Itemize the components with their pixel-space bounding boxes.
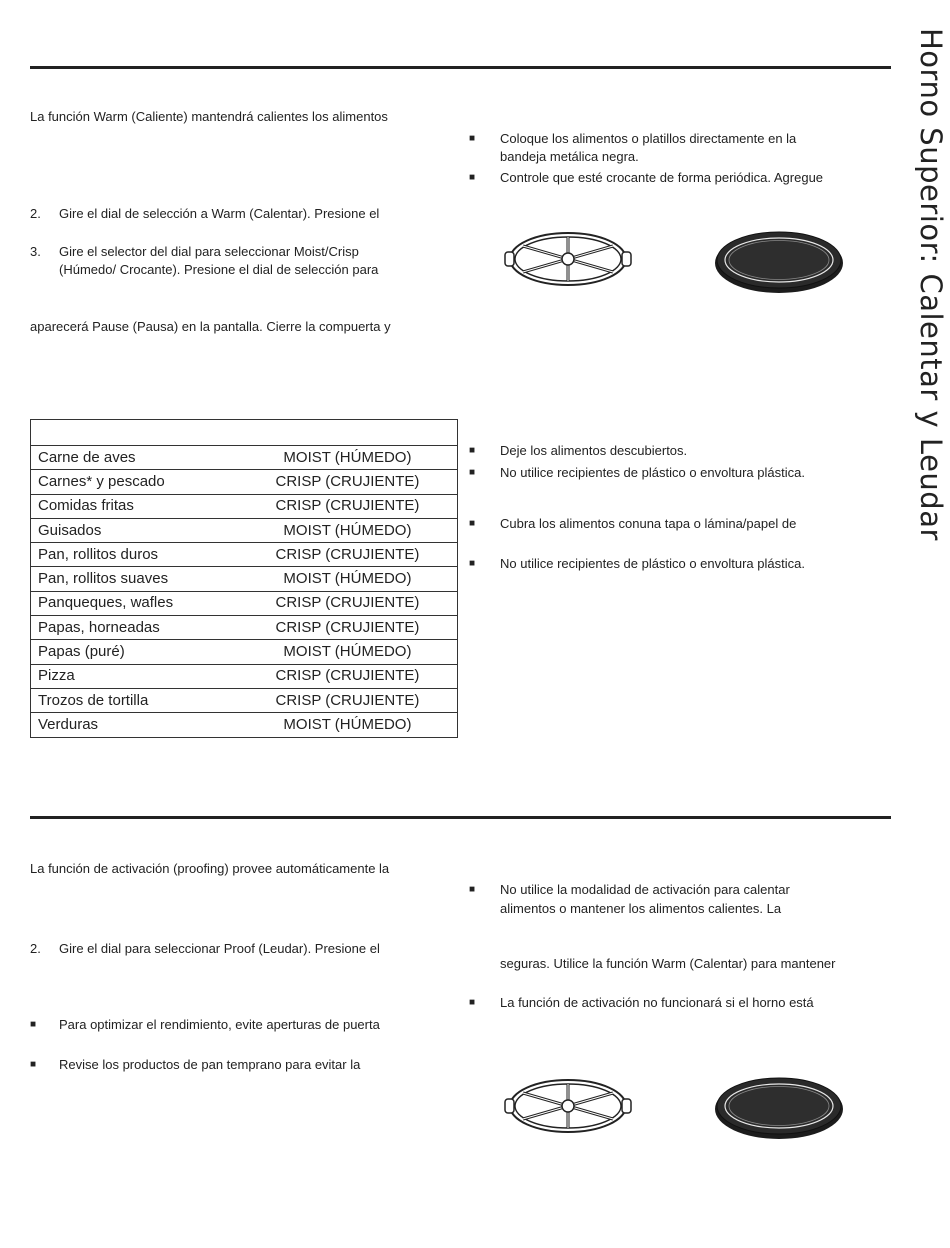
food-name: Pizza [31, 664, 238, 688]
wire-rack-illustration [503, 228, 633, 290]
food-setting: CRISP (CRUJIENTE) [238, 543, 458, 567]
proof-step-2-number: 2. [30, 941, 41, 956]
food-name: Papas (puré) [31, 640, 238, 664]
food-name: Pan, rollitos duros [31, 543, 238, 567]
table-row [31, 543, 458, 567]
food-setting: MOIST (HÚMEDO) [238, 567, 458, 591]
bullet-icon: ■ [30, 1059, 37, 1070]
food-setting: MOIST (HÚMEDO) [238, 446, 458, 470]
food-name: Verduras [31, 713, 238, 737]
food-setting: CRISP (CRUJIENTE) [238, 494, 458, 518]
table-row [31, 664, 458, 688]
bullet-icon: ■ [469, 467, 476, 478]
bullet-icon: ■ [469, 997, 476, 1008]
crisp-bullet-1: Cubra los alimentos conuna tapa o lámina/papel de [500, 516, 797, 531]
wire-rack-illustration [503, 1075, 633, 1137]
table-row [31, 446, 458, 470]
warm-pause-text: aparecerá Pause (Pausa) en la pantalla. Cierre la compuerta y [30, 319, 391, 334]
table-row [31, 713, 458, 737]
food-name: Papas, horneadas [31, 616, 238, 640]
proof-right-bullet-2: La función de activación no funcionará si el horno está [500, 995, 814, 1010]
warm-right-bullet-2: Controle que esté crocante de forma periódica. Agregue [500, 170, 824, 185]
food-setting: CRISP (CRUJIENTE) [238, 616, 458, 640]
food-name: Trozos de tortilla [31, 688, 238, 712]
proof-left-bullet-2: Revise los productos de pan temprano para evitar la [59, 1057, 361, 1072]
table-row [31, 688, 458, 712]
food-name: Pan, rollitos suaves [31, 567, 238, 591]
crisp-pan-illustration [713, 1075, 845, 1141]
warm-step-2-text: Gire el dial de selección a Warm (Calentar). Presione el [59, 206, 380, 221]
bullet-icon: ■ [469, 558, 476, 569]
warm-intro: La función Warm (Caliente) mantendrá calientes los alimentos [30, 109, 388, 124]
warm-step-3-number: 3. [30, 244, 41, 259]
warm-step-2-number: 2. [30, 206, 41, 221]
warm-right-bullet-1-line2: bandeja metálica negra. [500, 149, 639, 164]
food-setting: MOIST (HÚMEDO) [238, 518, 458, 542]
table-row [31, 640, 458, 664]
proof-left-bullet-1: Para optimizar el rendimiento, evite aperturas de puerta [59, 1017, 380, 1032]
warm-step-3-line1: Gire el selector del dial para seleccionar Moist/Crisp [59, 244, 359, 259]
bullet-icon: ■ [469, 133, 476, 144]
table-header-row [31, 420, 458, 446]
food-setting: CRISP (CRUJIENTE) [238, 688, 458, 712]
crisp-bullet-2: No utilice recipientes de plástico o envoltura plástica. [500, 556, 805, 571]
proof-right-bullet-1-line2: alimentos o mantener los alimentos calientes. La [500, 901, 782, 916]
table-row [31, 518, 458, 542]
proof-intro: La función de activación (proofing) provee automáticamente la [30, 861, 390, 876]
table-row [31, 591, 458, 615]
food-name: Panqueques, wafles [31, 591, 238, 615]
food-name: Carne de aves [31, 446, 238, 470]
warm-step-3-line2: (Húmedo/ Crocante). Presione el dial de selección para [59, 262, 379, 277]
table-header-cell [31, 420, 458, 446]
side-title [912, 28, 948, 568]
moist-bullet-1: Deje los alimentos descubiertos. [500, 443, 688, 458]
table-row [31, 470, 458, 494]
proof-right-continuation: seguras. Utilice la función Warm (Calentar) para mantener [500, 956, 836, 971]
proof-right-bullet-1-line1: No utilice la modalidad de activación para calentar [500, 882, 790, 897]
food-name: Carnes* y pescado [31, 470, 238, 494]
table-row [31, 616, 458, 640]
food-setting: MOIST (HÚMEDO) [238, 640, 458, 664]
table-row [31, 494, 458, 518]
warm-food-table [30, 419, 458, 738]
food-setting: CRISP (CRUJIENTE) [238, 470, 458, 494]
crisp-pan-illustration [713, 229, 845, 295]
table-row [31, 567, 458, 591]
food-setting: MOIST (HÚMEDO) [238, 713, 458, 737]
bullet-icon: ■ [30, 1019, 37, 1030]
section-rule-proof [30, 816, 891, 819]
food-setting: CRISP (CRUJIENTE) [238, 664, 458, 688]
section-rule-warm [30, 66, 891, 69]
bullet-icon: ■ [469, 445, 476, 456]
moist-bullet-2: No utilice recipientes de plástico o envoltura plástica. [500, 465, 805, 480]
side-title-text: Horno Superior: Calentar y Leudar [914, 28, 948, 541]
bullet-icon: ■ [469, 884, 476, 895]
bullet-icon: ■ [469, 172, 476, 183]
food-name: Guisados [31, 518, 238, 542]
bullet-icon: ■ [469, 518, 476, 529]
proof-step-2-text: Gire el dial para seleccionar Proof (Leudar). Presione el [59, 941, 380, 956]
warm-right-bullet-1-line1: Coloque los alimentos o platillos directamente en la [500, 131, 797, 146]
food-name: Comidas fritas [31, 494, 238, 518]
food-setting: CRISP (CRUJIENTE) [238, 591, 458, 615]
